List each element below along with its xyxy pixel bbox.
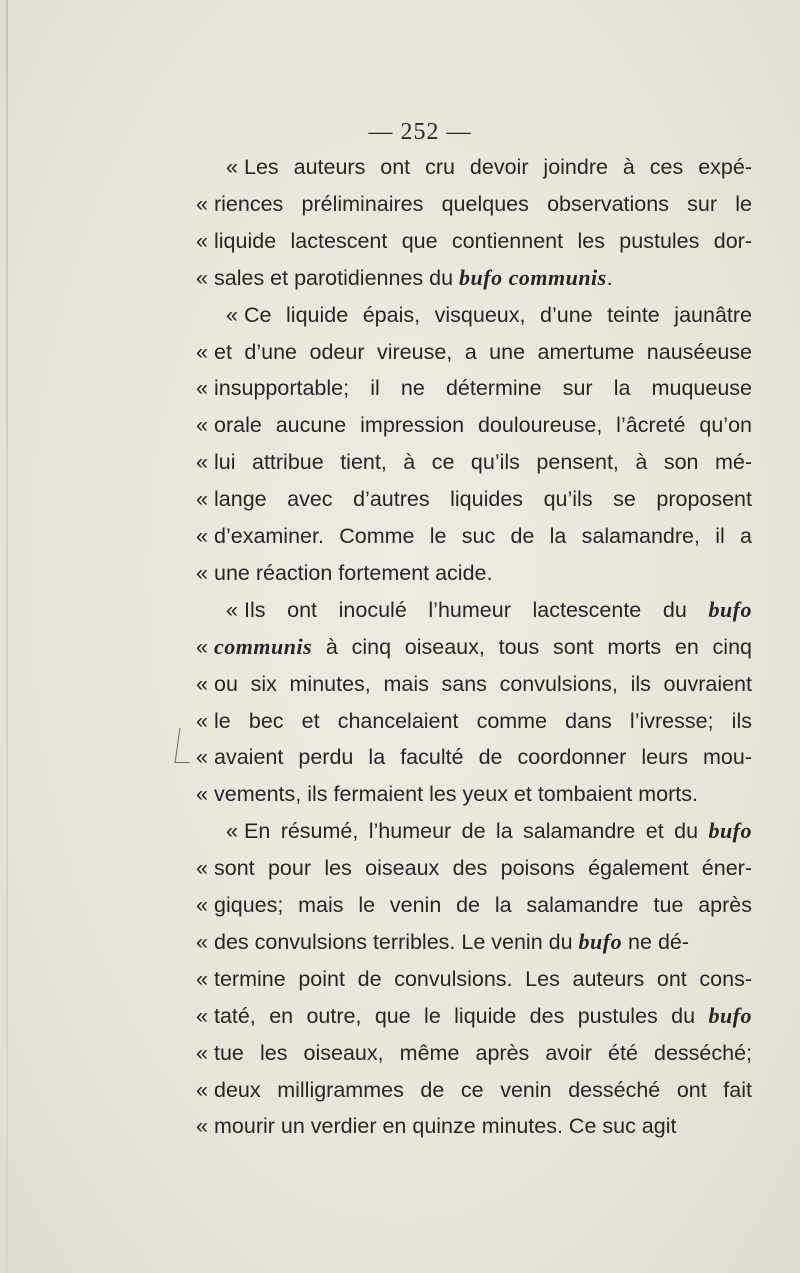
text-run: .: [606, 265, 613, 290]
quote-mark: «: [196, 413, 208, 438]
text-line: [196, 666, 752, 702]
quote-mark: «: [196, 487, 208, 512]
line-content: [214, 930, 689, 954]
quote-mark: «: [196, 929, 208, 954]
text-run: lange avec d’autres liquides qu’ils se proposent: [214, 487, 752, 512]
italic-term: bufo: [708, 596, 752, 622]
text-run: En résumé, l’humeur de la salamandre et du: [244, 819, 709, 844]
text-run: une réaction fortement acide.: [214, 560, 493, 585]
quote-mark: «: [196, 1114, 208, 1139]
line-content: [214, 745, 752, 769]
text-line: [226, 813, 752, 849]
line-content: [214, 561, 492, 585]
text-line: [226, 592, 752, 628]
quote-mark: «: [196, 1040, 208, 1065]
quote-mark: «: [196, 376, 208, 401]
quote-mark: «: [196, 708, 208, 733]
text-run: taté, en outre, que le liquide des pustules du: [214, 1003, 709, 1028]
quote-mark: «: [196, 560, 208, 585]
page-number: — 252 —: [368, 119, 472, 145]
text-run: ne dé-: [622, 929, 690, 954]
text-line: [196, 887, 752, 923]
text-line: [196, 1108, 676, 1144]
text-run: insupportable; il ne détermine sur la muqueuse: [214, 376, 752, 401]
line-content: [244, 303, 752, 327]
line-content: [214, 709, 752, 733]
quote-mark: «: [226, 819, 238, 844]
line-content: [214, 672, 752, 696]
line-content: [214, 1004, 752, 1028]
quote-mark: «: [196, 966, 208, 991]
line-content: [244, 819, 752, 843]
text-line: [196, 1072, 752, 1108]
quote-mark: «: [196, 339, 208, 364]
quote-mark: «: [196, 191, 208, 216]
quote-mark: «: [196, 634, 208, 659]
text-run: Ce liquide épais, visqueux, d’une teinte jaunâtre: [244, 302, 752, 327]
text-line: [196, 739, 752, 775]
italic-term: bufo: [578, 928, 623, 954]
line-content: [214, 1041, 752, 1065]
line-content: [214, 413, 752, 437]
quote-mark: «: [196, 450, 208, 475]
text-line: [196, 703, 752, 739]
text-line: [226, 149, 752, 185]
text-run: giques; mais le venin de la salamandre tue après: [214, 893, 752, 917]
line-content: [214, 635, 752, 659]
quote-mark: «: [226, 597, 238, 622]
line-content: [214, 1114, 676, 1138]
text-line: [196, 481, 752, 517]
text-line: [196, 186, 752, 222]
line-content: [214, 1078, 752, 1102]
quote-mark: «: [196, 524, 208, 548]
line-content: [214, 450, 752, 474]
quote-mark: «: [196, 745, 208, 770]
quote-mark: «: [196, 893, 208, 917]
text-run: Ils ont inoculé l’humeur lactescente du: [244, 597, 709, 622]
italic-term: bufo: [708, 1002, 752, 1028]
text-line: [196, 998, 752, 1034]
text-line: [196, 850, 752, 886]
text-line: [196, 370, 752, 406]
text-run: ou six minutes, mais sans convulsions, ils ouvraient: [214, 671, 752, 696]
text-run: d’examiner. Comme le suc de la salamandre, il a: [214, 524, 752, 548]
text-run: à cinq oiseaux, tous sont morts en cinq: [312, 634, 752, 659]
text-line: [196, 407, 752, 443]
quote-mark: «: [196, 671, 208, 696]
text-line: [196, 1035, 752, 1071]
text-run: riences préliminaires quelques observations sur le: [214, 191, 752, 216]
text-run: et d’une odeur vireuse, a une amertume nauséeuse: [214, 339, 752, 364]
quote-mark: «: [226, 302, 238, 327]
text-line: [196, 776, 698, 812]
text-line: [196, 518, 752, 554]
text-line: [196, 444, 752, 480]
line-content: [214, 487, 752, 511]
text-run: orale aucune impression douloureuse, l’âcreté qu’on: [214, 413, 752, 438]
page-edge-shadow: [6, 0, 8, 1273]
text-line: [196, 334, 752, 370]
text-run: avaient perdu la faculté de coordonner leurs mou-: [214, 745, 752, 770]
margin-pencil-mark: [175, 728, 195, 763]
text-run: deux milligrammes de ce venin desséché ont fait: [214, 1077, 752, 1102]
text-run: le bec et chancelaient comme dans l’ivresse; ils: [214, 708, 752, 733]
quote-mark: «: [226, 155, 238, 179]
text-run: mourir un verdier en quinze minutes. Ce suc agit: [214, 1114, 677, 1139]
line-content: [214, 229, 752, 253]
text-run: sont pour les oiseaux des poisons également éner-: [214, 856, 752, 881]
italic-term: bufo: [708, 818, 752, 844]
text-run: vements, ils fermaient les yeux et tombaient morts.: [214, 782, 698, 807]
italic-term: bufo communis: [459, 264, 607, 290]
text-line: [226, 297, 752, 333]
line-content: [244, 598, 752, 622]
text-run: tue les oiseaux, même après avoir été desséché;: [214, 1040, 752, 1065]
line-content: [214, 340, 752, 364]
text-line: [196, 223, 752, 259]
quote-mark: «: [196, 265, 208, 290]
text-run: des convulsions terribles. Le venin du: [214, 929, 579, 954]
line-content: [214, 524, 752, 548]
line-content: [214, 893, 752, 917]
line-content: [214, 856, 752, 880]
quote-mark: «: [196, 1077, 208, 1102]
line-content: [244, 155, 752, 179]
text-run: lui attribue tient, à ce qu’ils pensent, à son mé-: [214, 450, 752, 475]
quote-mark: «: [196, 856, 208, 881]
quote-mark: «: [196, 782, 208, 807]
line-content: [214, 376, 752, 400]
quote-mark: «: [196, 228, 208, 253]
text-line: [196, 555, 492, 591]
line-content: [214, 782, 698, 806]
text-run: Les auteurs ont cru devoir joindre à ces expé-: [244, 155, 752, 179]
text-run: liquide lactescent que contiennent les pustules dor-: [214, 228, 752, 253]
text-line: [196, 629, 752, 665]
text-line: [196, 961, 752, 997]
text-run: termine point de convulsions. Les auteurs ont cons-: [214, 966, 752, 991]
italic-term: communis: [214, 633, 313, 659]
quote-mark: «: [196, 1003, 208, 1028]
line-content: [214, 266, 613, 290]
text-line: [196, 924, 689, 960]
line-content: [214, 967, 752, 991]
line-content: [214, 192, 752, 216]
text-run: sales et parotidiennes du: [214, 265, 460, 290]
text-line: [196, 260, 613, 296]
